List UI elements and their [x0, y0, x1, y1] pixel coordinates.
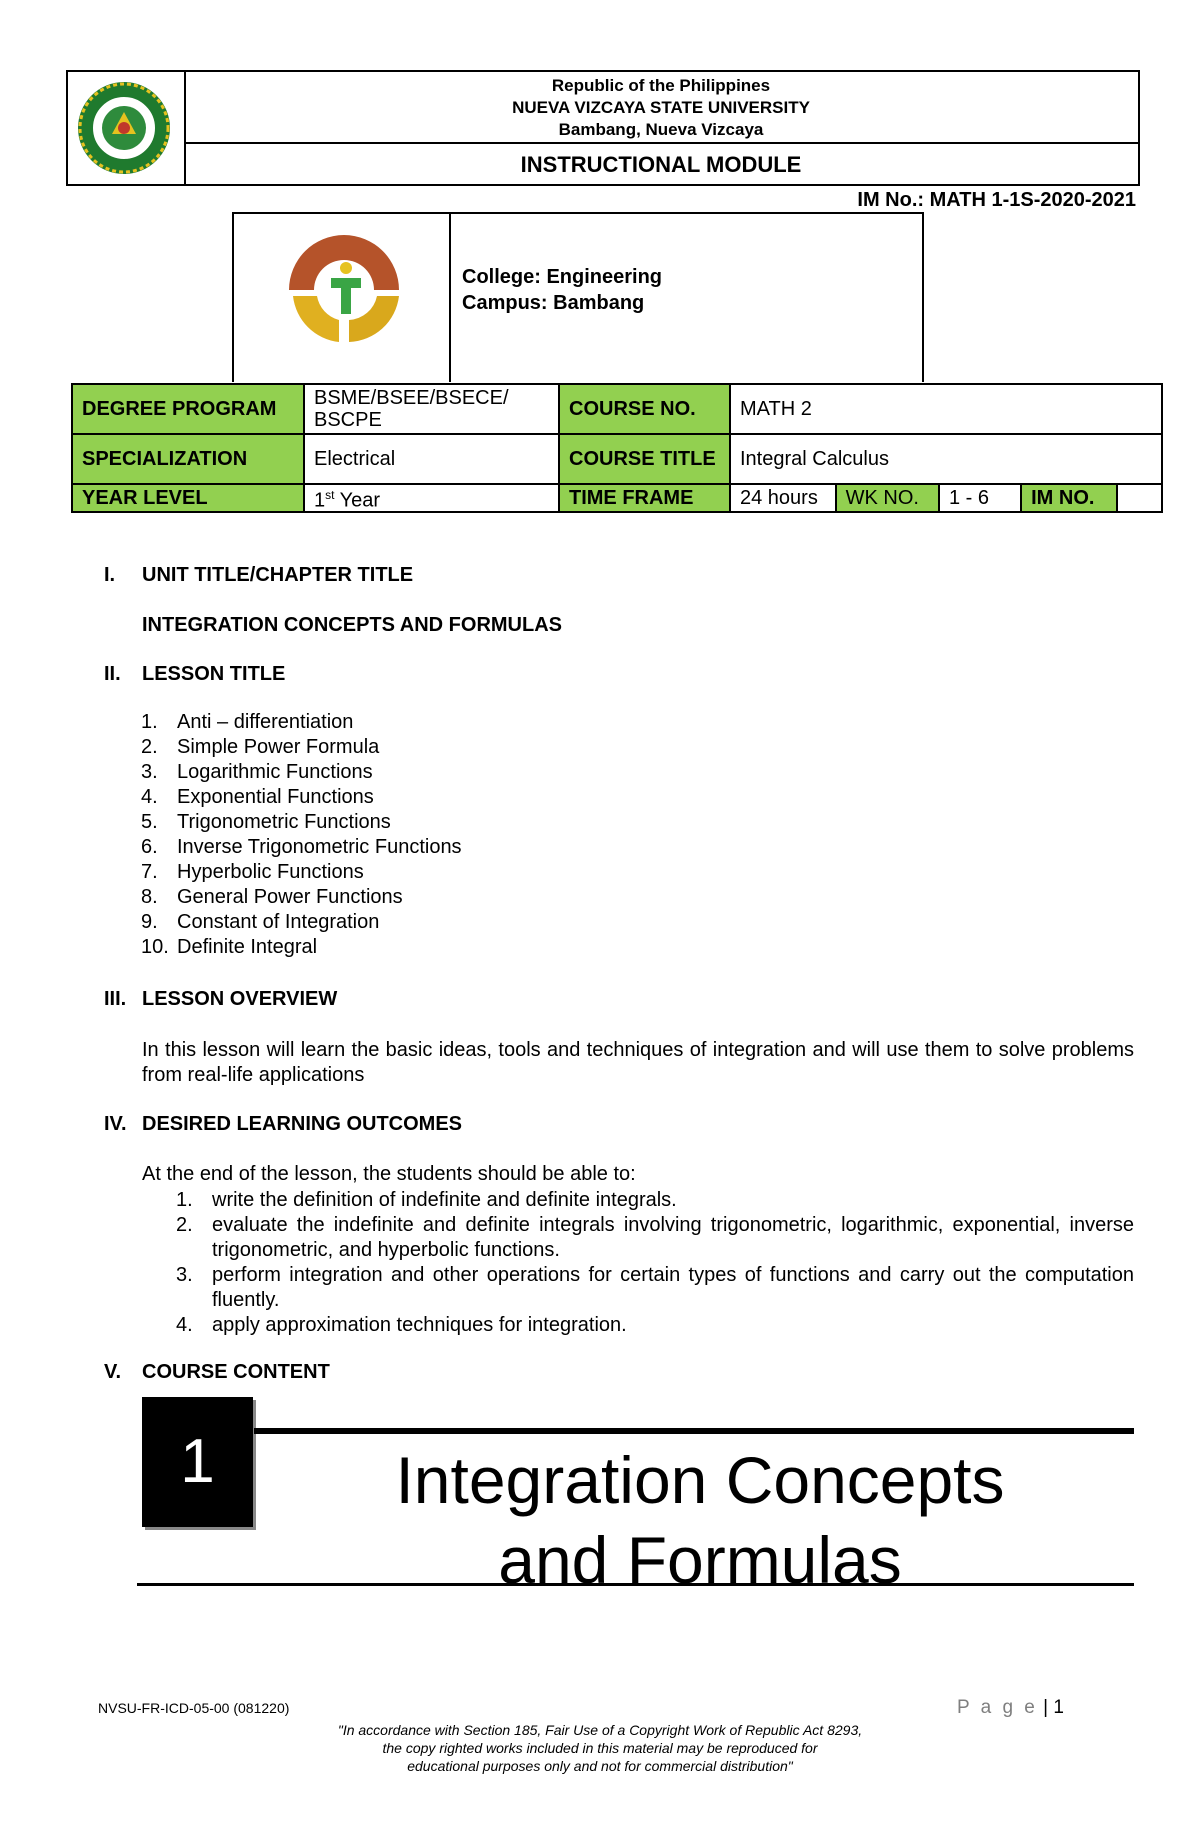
table-row: [72, 384, 1162, 434]
university-location: Bambang, Nueva Vizcaya: [558, 120, 764, 139]
list-item-text: Simple Power Formula: [177, 736, 380, 758]
list-item-text: evaluate the indefinite and definite integrals involving trigonometric, logarithmic, exponential, inverse trigonometric, and hyperbolic functions.: [212, 1214, 1134, 1261]
section-title: UNIT TITLE/CHAPTER TITLE: [142, 564, 414, 586]
course-title-value: Integral Calculus: [730, 434, 1162, 484]
list-item-text: Hyperbolic Functions: [177, 861, 364, 883]
list-item-number: 7.: [141, 861, 158, 883]
wk-no-label: WK NO.: [836, 484, 939, 512]
chapter-rule-bottom: [137, 1583, 1134, 1586]
year-level-suffix: st: [325, 488, 335, 502]
republic-text: Republic of the Philippines: [551, 76, 771, 95]
fair-use-notice: [300, 1721, 900, 1775]
college-box: [232, 212, 924, 382]
list-item-number: 1.: [141, 711, 158, 733]
table-row: [72, 484, 1162, 512]
learning-outcomes-list: [176, 1188, 1134, 1338]
section-title: COURSE CONTENT: [142, 1361, 330, 1383]
university-header: [66, 70, 1140, 186]
list-item-text: write the definition of indefinite and definite integrals.: [212, 1189, 677, 1211]
header-divider: [184, 142, 1138, 144]
table-row: [72, 434, 1162, 484]
university-name: NUEVA VIZCAYA STATE UNIVERSITY: [512, 98, 810, 117]
college-divider: [449, 214, 451, 382]
list-item-number: 4.: [176, 1314, 193, 1336]
learning-outcomes-intro: At the end of the lesson, the students should be able to:: [142, 1163, 636, 1185]
time-frame-value: 24 hours: [730, 484, 836, 512]
fair-use-line: the copy righted works included in this material may be reproduced for: [382, 1740, 818, 1756]
im-no-label: IM NO.: [1021, 484, 1117, 512]
year-level-word: Year: [334, 489, 381, 512]
chapter-rule-top: [254, 1428, 1134, 1434]
list-item-text: Logarithmic Functions: [177, 761, 373, 783]
section-unit-title-heading: [104, 564, 413, 587]
module-title: INSTRUCTIONAL MODULE: [520, 152, 802, 177]
year-level-number: 1: [314, 489, 326, 512]
specialization-value: Electrical: [304, 434, 559, 484]
list-item-number: 9.: [141, 911, 158, 933]
list-item-text: perform integration and other operations for certain types of functions and carry out the computation fluently.: [212, 1264, 1134, 1311]
list-item-text: Constant of Integration: [177, 911, 380, 933]
unit-title-text: INTEGRATION CONCEPTS AND FORMULAS: [142, 614, 562, 636]
section-title: LESSON OVERVIEW: [142, 988, 338, 1010]
list-item: [141, 935, 462, 960]
list-item-text: General Power Functions: [177, 886, 403, 908]
course-info-table: [71, 383, 1163, 513]
section-lesson-overview-heading: [104, 988, 337, 1011]
list-item: [176, 1263, 1134, 1313]
page-label: P a g e: [957, 1697, 1038, 1718]
course-no-value: MATH 2: [730, 384, 1162, 434]
section-title: LESSON TITLE: [142, 663, 286, 685]
page-number: [957, 1697, 1064, 1719]
list-item-number: 2.: [176, 1214, 193, 1236]
chapter-title: [290, 1440, 1110, 1600]
list-item: [141, 710, 462, 735]
year-level-value: [304, 484, 559, 512]
list-item-number: 10.: [141, 936, 169, 958]
course-no-label: COURSE NO.: [559, 384, 730, 434]
list-item-number: 8.: [141, 886, 158, 908]
list-item: [141, 885, 462, 910]
section-number: III.: [104, 988, 127, 1010]
list-item: [141, 785, 462, 810]
page-separator: |: [1037, 1697, 1054, 1718]
section-lesson-title-heading: [104, 663, 285, 686]
list-item: [141, 760, 462, 785]
list-item: [141, 810, 462, 835]
list-item: [176, 1188, 1134, 1213]
section-number: IV.: [104, 1113, 127, 1135]
list-item-number: 3.: [176, 1264, 193, 1286]
section-number: I.: [104, 564, 116, 586]
list-item: [141, 735, 462, 760]
college-info: [462, 264, 662, 316]
college-engineering-logo-icon: [279, 230, 414, 350]
section-number: II.: [104, 663, 121, 685]
section-number: V.: [104, 1361, 122, 1383]
degree-program-value: BSME/BSEE/BSECE/ BSCPE: [304, 384, 559, 434]
year-level-label: YEAR LEVEL: [72, 484, 304, 512]
section-learning-outcomes-heading: [104, 1113, 462, 1136]
list-item: [141, 835, 462, 860]
list-item: [176, 1313, 1134, 1338]
im-no-value: [1117, 484, 1162, 512]
university-logo-cell: [68, 72, 186, 184]
list-item-text: Anti – differentiation: [177, 711, 354, 733]
chapter-title-line-2: and Formulas: [498, 1523, 902, 1597]
list-item-number: 3.: [141, 761, 158, 783]
list-item-number: 2.: [141, 736, 158, 758]
section-course-content-heading: [104, 1361, 330, 1384]
list-item-text: Inverse Trigonometric Functions: [177, 836, 462, 858]
chapter-title-line-1: Integration Concepts: [395, 1443, 1005, 1517]
list-item: [176, 1213, 1134, 1263]
wk-no-value: 1 - 6: [939, 484, 1021, 512]
list-item: [141, 910, 462, 935]
list-item-text: Trigonometric Functions: [177, 811, 391, 833]
list-item: [141, 860, 462, 885]
im-number: IM No.: MATH 1-1S-2020-2021: [857, 189, 1136, 211]
specialization-label: SPECIALIZATION: [72, 434, 304, 484]
form-code: NVSU-FR-ICD-05-00 (081220): [98, 1700, 290, 1716]
list-item-text: Definite Integral: [177, 936, 318, 958]
fair-use-line: educational purposes only and not for commercial distribution": [407, 1758, 793, 1774]
list-item-text: Exponential Functions: [177, 786, 374, 808]
list-item-text: apply approximation techniques for integration.: [212, 1314, 627, 1336]
fair-use-line: "In accordance with Section 185, Fair Use of a Copyright Work of Republic Act 8293,: [337, 1722, 863, 1738]
degree-program-label: DEGREE PROGRAM: [72, 384, 304, 434]
list-item-number: 1.: [176, 1189, 193, 1211]
college-name: College: Engineering: [462, 266, 663, 288]
page-number-value: 1: [1053, 1697, 1064, 1718]
list-item-number: 4.: [141, 786, 158, 808]
time-frame-label: TIME FRAME: [559, 484, 730, 512]
chapter-number-box: 1: [142, 1397, 253, 1527]
university-name-block: [184, 75, 1138, 141]
list-item-number: 6.: [141, 836, 158, 858]
course-title-label: COURSE TITLE: [559, 434, 730, 484]
section-title: DESIRED LEARNING OUTCOMES: [142, 1113, 463, 1135]
campus-name: Campus: Bambang: [462, 292, 645, 314]
list-item-number: 5.: [141, 811, 158, 833]
lesson-list: [141, 710, 462, 960]
lesson-overview-text: In this lesson will learn the basic ideas, tools and techniques of integration and will use them to solve problems from real-life applications: [142, 1039, 1134, 1086]
nvsu-seal-icon: [68, 72, 180, 184]
